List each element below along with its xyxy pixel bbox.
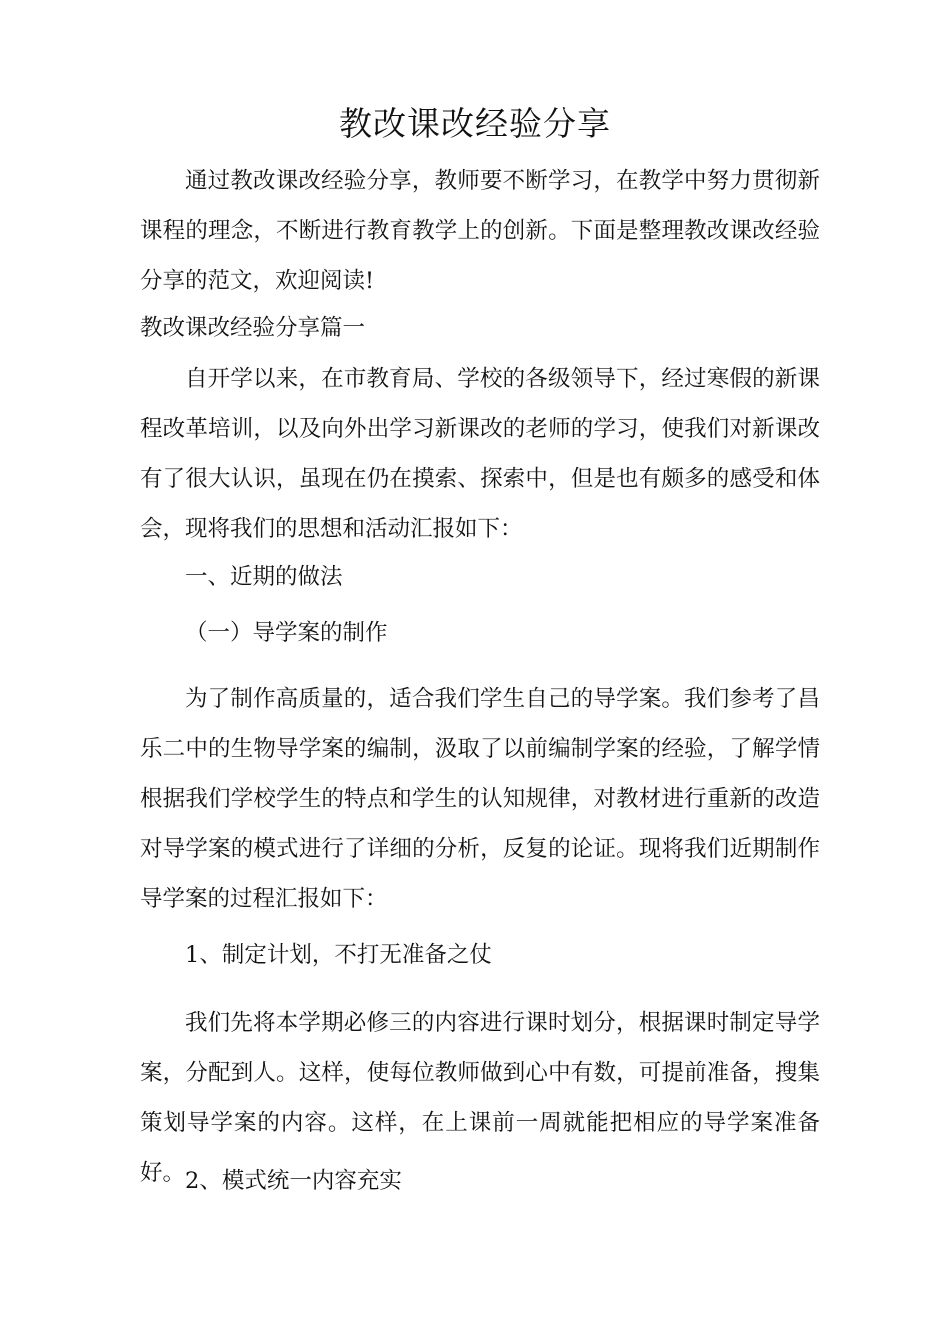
body-paragraph-opening: 自开学以来，在市教育局、学校的各级领导下，经过寒假的新课程改革培训，以及向外出学习新课改的老师的学习，使我们对新课改有了很大认识，虽现在仍在摸索、探索中，但是也有颇多的感受和体会，现将我们的思想和活动汇报如下： (140, 366, 820, 542)
document-title: 教改课改经验分享 (339, 104, 611, 143)
body-paragraph-plan-making: 为了制作高质量的，适合我们学生自己的导学案。我们参考了昌乐二中的生物导学案的编制，汲取了以前编制学案的经验，了解学情根据我们学校学生的特点和学生的认知规律，对教材进行重新的改造对导学案的模式进行了详细的分析，反复的论证。现将我们近期制作导学案的过程汇报如下： (140, 686, 820, 912)
heading-recent-practices: 一、近期的做法 (185, 564, 343, 590)
subheading-guided-learning-plan: （一）导学案的制作 (185, 620, 388, 646)
section-heading-part-one: 教改课改经验分享篇一 (140, 315, 366, 341)
body-paragraph-make-plan: 我们先将本学期必修三的内容进行课时划分，根据课时制定导学案，分配到人。这样，使每位教师做到心中有数，可提前准备，搜集策划导学案的内容。这样，在上课前一周就能把相应的导学案准备好。 (140, 1010, 820, 1186)
item-heading-unified-mode: 2、模式统一内容充实 (185, 1168, 402, 1194)
intro-paragraph: 通过教改课改经验分享，教师要不断学习，在教学中努力贯彻新课程的理念，不断进行教育教学上的创新。下面是整理教改课改经验分享的范文，欢迎阅读! (140, 168, 820, 294)
item-heading-make-plan: 1、制定计划，不打无准备之仗 (185, 942, 492, 968)
